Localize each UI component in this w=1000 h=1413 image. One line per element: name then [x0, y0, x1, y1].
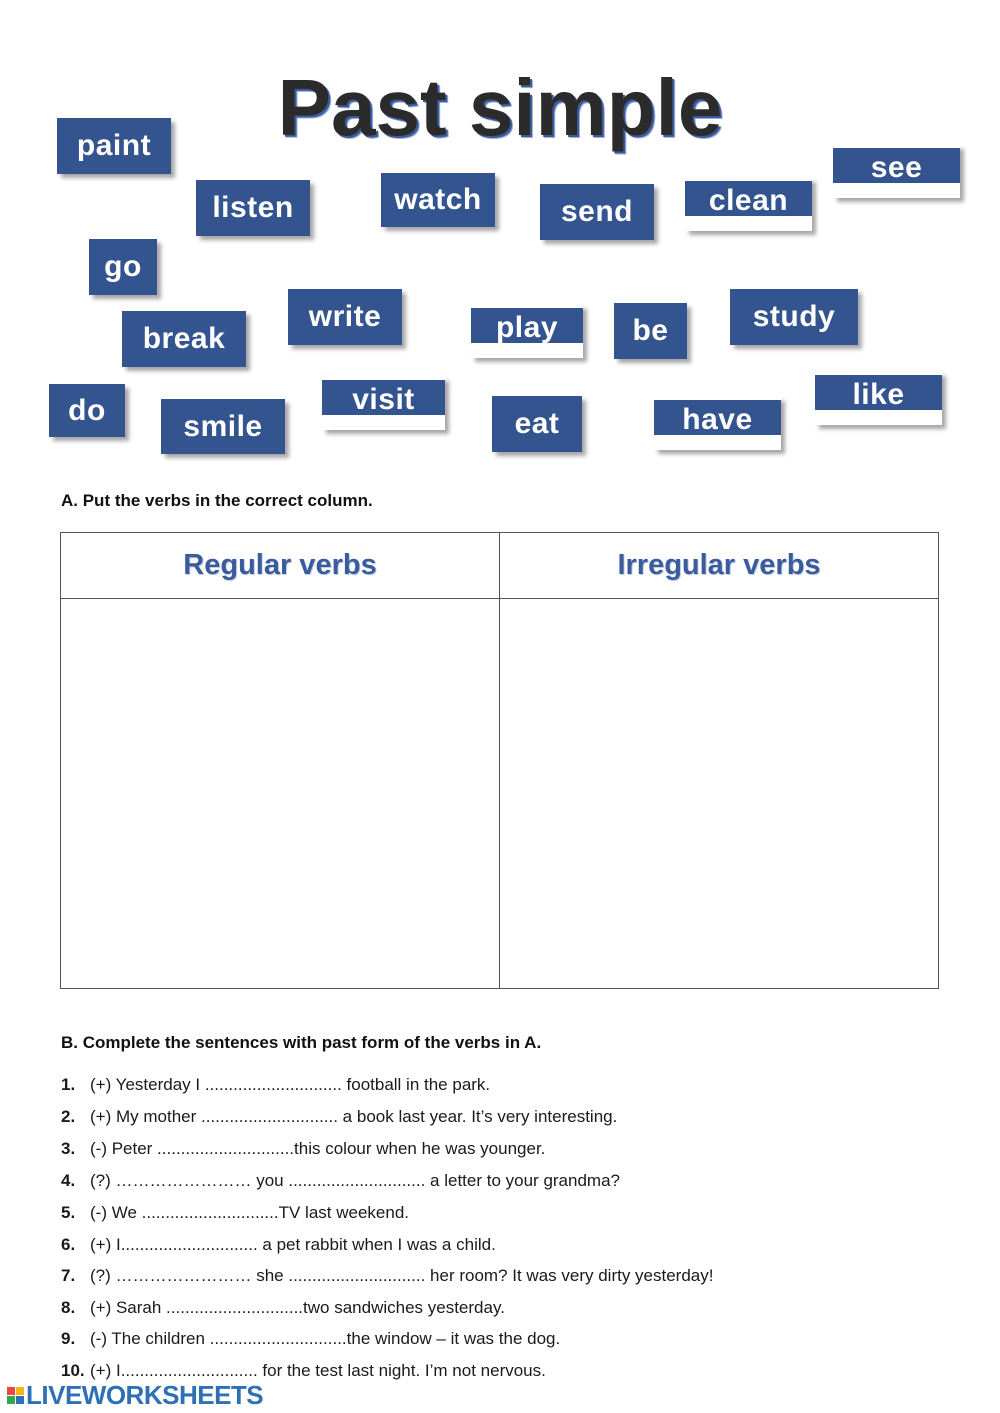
section-a-instruction: A. Put the verbs in the correct column. [61, 491, 373, 510]
verb-card-see[interactable]: see [833, 145, 960, 198]
liveworksheets-logo[interactable] [7, 1380, 263, 1410]
column-divider [499, 533, 500, 988]
logo-mark-icon [7, 1387, 24, 1404]
sentence-text: (+) Sarah .............................two sandwiches yesterday. [90, 1298, 505, 1317]
verb-card-do[interactable]: do [49, 384, 125, 437]
verb-card-like[interactable]: like [815, 372, 942, 425]
verb-card-be[interactable]: be [614, 303, 687, 359]
sentence-text: (?) …………………… she ............................. her room? It was very dirty yesterday! [90, 1266, 714, 1285]
sentence-6[interactable] [61, 1235, 496, 1255]
logo-text: LIVEWORKSHEETS [26, 1379, 264, 1410]
verb-card-study[interactable]: study [730, 289, 858, 345]
sentence-text: (-) The children .............................the window – it was the dog. [90, 1329, 561, 1348]
sentence-7[interactable] [61, 1266, 713, 1286]
page-title: Past simple [277, 63, 723, 152]
sentence-text: (-) Peter .............................this colour when he was younger. [90, 1139, 546, 1158]
verb-card-watch[interactable]: watch [381, 173, 495, 227]
sentence-number: 2. [61, 1107, 76, 1126]
verb-card-play[interactable]: play [471, 305, 583, 358]
sentence-number: 9. [61, 1329, 76, 1348]
regular-verbs-header: Regular verbs [183, 549, 377, 581]
sentence-text: (+) My mother ............................. a book last year. It’s very interesting. [90, 1107, 618, 1126]
verb-card-go[interactable]: go [89, 239, 157, 295]
sentence-number: 5. [61, 1203, 76, 1222]
irregular-verbs-header: Irregular verbs [617, 549, 821, 581]
sentence-2[interactable] [61, 1107, 617, 1127]
verb-sort-table [60, 532, 939, 989]
sentence-text: (+) Yesterday I ............................. football in the park. [90, 1075, 491, 1094]
sentence-number: 4. [61, 1171, 76, 1190]
sentence-9[interactable] [61, 1329, 560, 1349]
sentence-number: 6. [61, 1235, 76, 1254]
sentence-text: (+) I............................. for the test last night. I’m not nervous. [90, 1361, 546, 1380]
sentence-text: (-) We .............................TV last weekend. [90, 1203, 409, 1222]
sentence-1[interactable] [61, 1075, 490, 1095]
verb-card-write[interactable]: write [288, 289, 402, 345]
sentence-number: 8. [61, 1298, 76, 1317]
sentence-number: 7. [61, 1266, 76, 1285]
sentence-text: (+) I............................. a pet rabbit when I was a child. [90, 1235, 496, 1254]
verb-card-eat[interactable]: eat [492, 396, 582, 452]
verb-card-visit[interactable]: visit [322, 377, 445, 430]
sentence-text: (?) …………………… you ............................. a letter to your grandma? [90, 1171, 620, 1190]
verb-card-smile[interactable]: smile [161, 399, 285, 454]
verb-card-paint[interactable]: paint [57, 118, 171, 174]
verb-card-send[interactable]: send [540, 184, 654, 240]
verb-card-clean[interactable]: clean [685, 178, 812, 231]
sentence-number: 10. [61, 1361, 85, 1380]
sentence-3[interactable] [61, 1139, 545, 1159]
verb-card-listen[interactable]: listen [196, 180, 310, 236]
sentence-number: 1. [61, 1075, 76, 1094]
sentence-4[interactable] [61, 1171, 620, 1191]
sentence-10[interactable] [61, 1361, 546, 1381]
sentence-5[interactable] [61, 1203, 409, 1223]
section-b-instruction: B. Complete the sentences with past form of the verbs in A. [61, 1033, 542, 1052]
sentence-8[interactable] [61, 1298, 505, 1318]
sentence-number: 3. [61, 1139, 76, 1158]
verb-card-break[interactable]: break [122, 311, 246, 367]
verb-card-have[interactable]: have [654, 397, 781, 450]
